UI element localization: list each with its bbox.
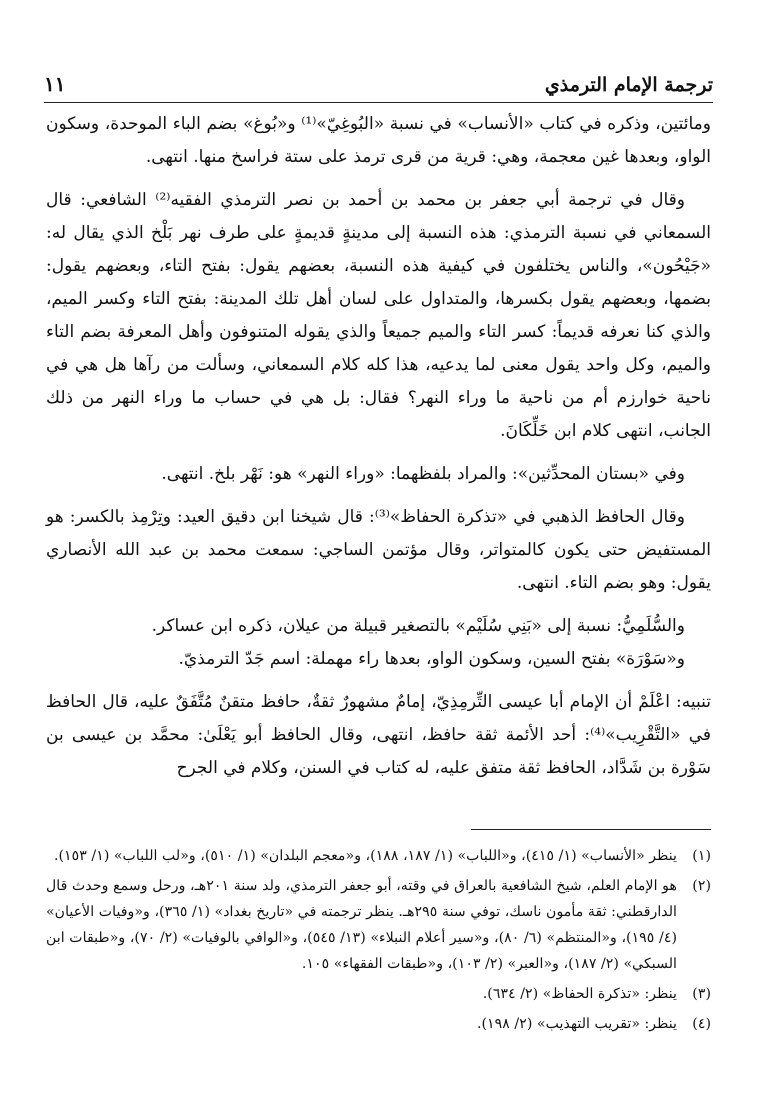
note-paragraph: تنبيه: اعْلَمْ أن الإمام أبا عيسى التِّرمِذِيّ، إمامٌ مشهورٌ ثقةٌ، حافظ متقنٌ مُتَّفَقٌ عليه، قال الحافظ في «التَّقْرِيب»⁽⁴⁾: أحد الأئمة ثقة حافظ، انتهى، وقال الحافظ أبو يَعْلَىٰ: محمَّد بن عيسى بن سَوْرة بن شَدَّاد، الحافظ ثقة متفق عليه، له كتاب في السنن، وكلام في الجرح bbox=[46, 692, 711, 778]
running-title: ترجمة الإمام الترمذي bbox=[544, 74, 713, 96]
footnote-text: هو الإمام العلم، شيخ الشافعية بالعراق في وقته، أبو جعفر الترمذي، ولد سنة ٢٠١هـ، ورحل وسمع وحدث قال الدارقطني: ثقة مأمون ناسك، توفي سنة ٢٩٥هـ. ينظر ترجمته في «تاريخ بغداد» (١/ ٣٦٥)، و«وفيات الأعيان» (٤/ ١٩٥)، و«المنتظم» (٦/ ٨٠)، و«سير أعلام النبلاء» (١٣/ ٥٤٥)، و«الوافي بالوفيات» (٢/ ٧٠)، و«طبقات ابن السبكي» (٢/ ١٨٧)، و«العبر» (٢/ ١٠٣)، و«طبقات الفقهاء» ١٠٥. bbox=[46, 878, 677, 972]
footnote-number: (٣) bbox=[692, 986, 711, 1002]
footnote-divider bbox=[471, 829, 711, 830]
paragraph: وقال الحافظ الذهبي في «تذكرة الحفاظ»⁽³⁾: قال شيخنا ابن دقيق العيد: وتِرْمِذ بالكسر: هو المستفيض حتى يكون كالمتواتر، وقال مؤتمن الساجي: سمعت محمد بن عبد الله الأنصاري يقول: وهو بضم التاء. انتهى. bbox=[46, 507, 711, 593]
footnote-number: (٢) bbox=[692, 878, 711, 894]
footnote-number: (١) bbox=[692, 848, 711, 864]
paragraph: وقال في ترجمة أبي جعفر بن محمد بن أحمد بن نصر الترمذي الفقيه⁽²⁾ الشافعي: قال السمعاني في نسبة الترمذي: هذه النسبة إلى مدينةٍ قديمةٍ على طرف نهر بَلْخ الذي يقال له: «جَيْحُون»، والناس يختلفون في كيفية هذه النسبة، بعضهم يقول: بفتح التاء، وبعضهم يقول: بضمها، وبعضهم يقول بكسرها، والمتداول على لسان أهل تلك المدينة: بفتح التاء وكسر الميم، والذي كنا نعرفه قديماً: كسر التاء والميم جميعاً والذي يقوله المتنوفون وأهل المعرفة بضم التاء والميم، وكل واحد يقول معنى لما يدعيه، هذا كله كلام السمعاني، وسألت من رآها هل هي في ناحية خوارزم أم من ناحية ما وراء النهر؟ فقال: بل هي في حساب ما وراء النهر من ذلك الجانب، انتهى كلام ابن خَلِّكَانَ. bbox=[46, 190, 711, 441]
footnote-text: ينظر: «تذكرة الحفاظ» (٢/ ٦٣٤). bbox=[482, 986, 677, 1002]
footnote-text: ينظر «الأنساب» (١/ ٤١٥)، و«اللباب» (١/ ١٨٧، ١٨٨)، و«معجم البلدان» (١/ ٥١٠)، و«لب اللباب» (١/ ١٥٣). bbox=[53, 848, 677, 864]
page-number: ١١ bbox=[44, 72, 66, 96]
paragraph: و«سَوْرَة» بفتح السين، وسكون الواو، بعدها راء مهملة: اسم جَدّ الترمذيّ. bbox=[178, 649, 685, 669]
footnote-number: (٤) bbox=[692, 1016, 711, 1032]
paragraph: ومائتين، وذكره في كتاب «الأنساب» في نسبة «البُوغِيّ»⁽¹⁾ و«بُوغ» بضم الباء الموحدة، وسكون الواو، وبعدها غين معجمة، وهي: قرية من قرى ترمذ على ستة فراسخ منها. انتهى. bbox=[46, 114, 711, 167]
paragraph: وفي «بستان المحدِّثين»: والمراد بلفظهما: «وراء النهر» هو: نَهْر بلخ. انتهى. bbox=[161, 464, 685, 484]
footnote bbox=[46, 873, 711, 977]
footnotes bbox=[46, 843, 711, 1041]
footnote bbox=[46, 843, 711, 869]
page-header bbox=[44, 56, 713, 103]
paragraph: والسُّلَمِيُّ: نسبة إلى «بَنِي سُلَيْم» بالتصغير قبيلة من عيلان، ذكره ابن عساكر. bbox=[151, 616, 685, 636]
footnote bbox=[46, 981, 711, 1007]
footnote bbox=[46, 1011, 711, 1037]
footnote-text: ينظر: «تقريب التهذيب» (٢/ ١٩٨). bbox=[477, 1016, 677, 1032]
main-text bbox=[46, 108, 711, 785]
